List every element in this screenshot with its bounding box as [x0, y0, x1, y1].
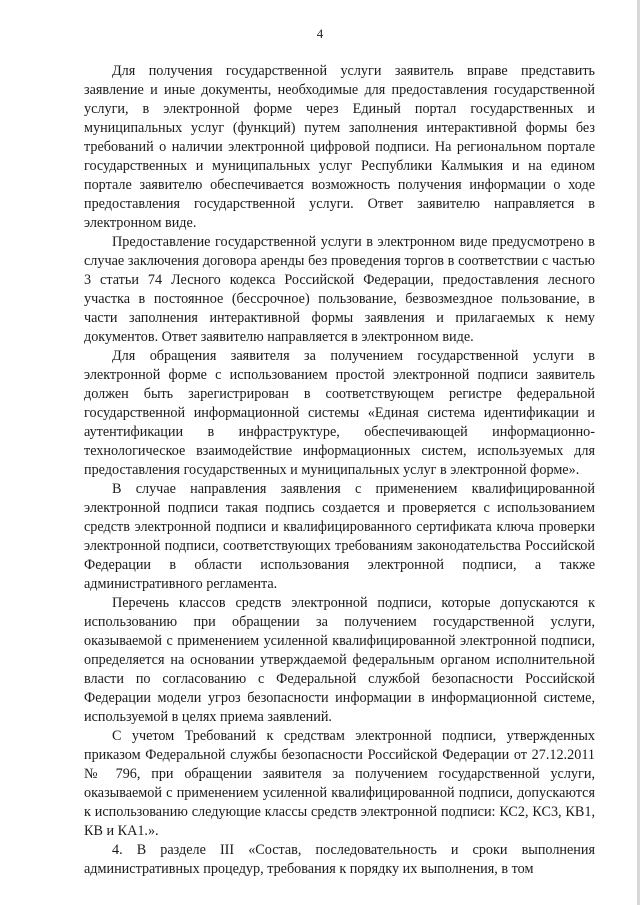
paragraph-section-iii: 4. В разделе III «Состав, последовательность и сроки выполнения административных процедур, требования к порядку их выполнения, в том	[84, 842, 595, 877]
paragraph-qualified-signature: В случае направления заявления с применением квалифицированной электронной подписи такая подпись создается и проверяется с использованием средств электронной подписи и квалифицированного сертификата ключа проверки электронной подписи, соответствующих требованиям законодательства Российской Федерации в области использования электронной подписи, а также административного регламента.	[84, 481, 595, 592]
paragraph-fsb-requirements: С учетом Требований к средствам электронной подписи, утвержденных приказом Федеральной службы безопасности Российской Федерации от 27.12.2011 № 796, при обращении заявителя за получением государственной услуги, оказываемой с применением усиленной квалифицированной подписи, допускаются к использованию следующие классы средств электронной подписи: КС2, КС3, КВ1, КВ и КА1.».	[84, 728, 595, 839]
document-body	[84, 62, 595, 879]
paragraph-simple-signature-registration: Для обращения заявителя за получением государственной услуги в электронной форме с использованием простой электронной подписи заявитель должен быть зарегистрирован в соответствующем регистре федеральной государственной информационной системы «Единая система идентификации и аутентификации в инфраструктуре, обеспечивающей информационно-технологическое взаимодействие информационных систем, используемых для предоставления государственных и муниципальных услуг в электронной форме».	[84, 348, 595, 478]
paragraph-electronic-service-cases: Предоставление государственной услуги в электронном виде предусмотрено в случае заключения договора аренды без проведения торгов в соответствии с частью 3 статьи 74 Лесного кодекса Российской Федерации, предоставления лесного участка в постоянное (бессрочное) пользование, безвозмездное пользование, в части заполнения интерактивной формы заявления и прилагаемых к нему документов. Ответ заявителю направляется в электронном виде.	[84, 234, 595, 345]
paragraph-electronic-submission: Для получения государственной услуги заявитель вправе представить заявление и иные документы, необходимые для предоставления государственной услуги, в электронной форме через Единый портал государственных и муниципальных услуг (функций) путем заполнения интерактивной формы без требований о наличии электронной цифровой подписи. На региональном портале государственных и муниципальных услуг Республики Калмыкия и на едином портале заявителю обеспечивается возможность получения информации о ходе предоставления государственной услуги. Ответ заявителю направляется в электронном виде.	[84, 63, 595, 231]
paragraph-signature-classes-list: Перечень классов средств электронной подписи, которые допускаются к использованию при обращении за получением государственной услуги, оказываемой с применением усиленной квалифицированной электронной подписи, определяется на основании утверждаемой федеральным органом исполнительной власти по согласованию с Федеральной службой безопасности Российской Федерации модели угроз безопасности информации в информационной системе, используемой в целях приема заявлений.	[84, 595, 595, 725]
page-number: 4	[316, 26, 324, 41]
